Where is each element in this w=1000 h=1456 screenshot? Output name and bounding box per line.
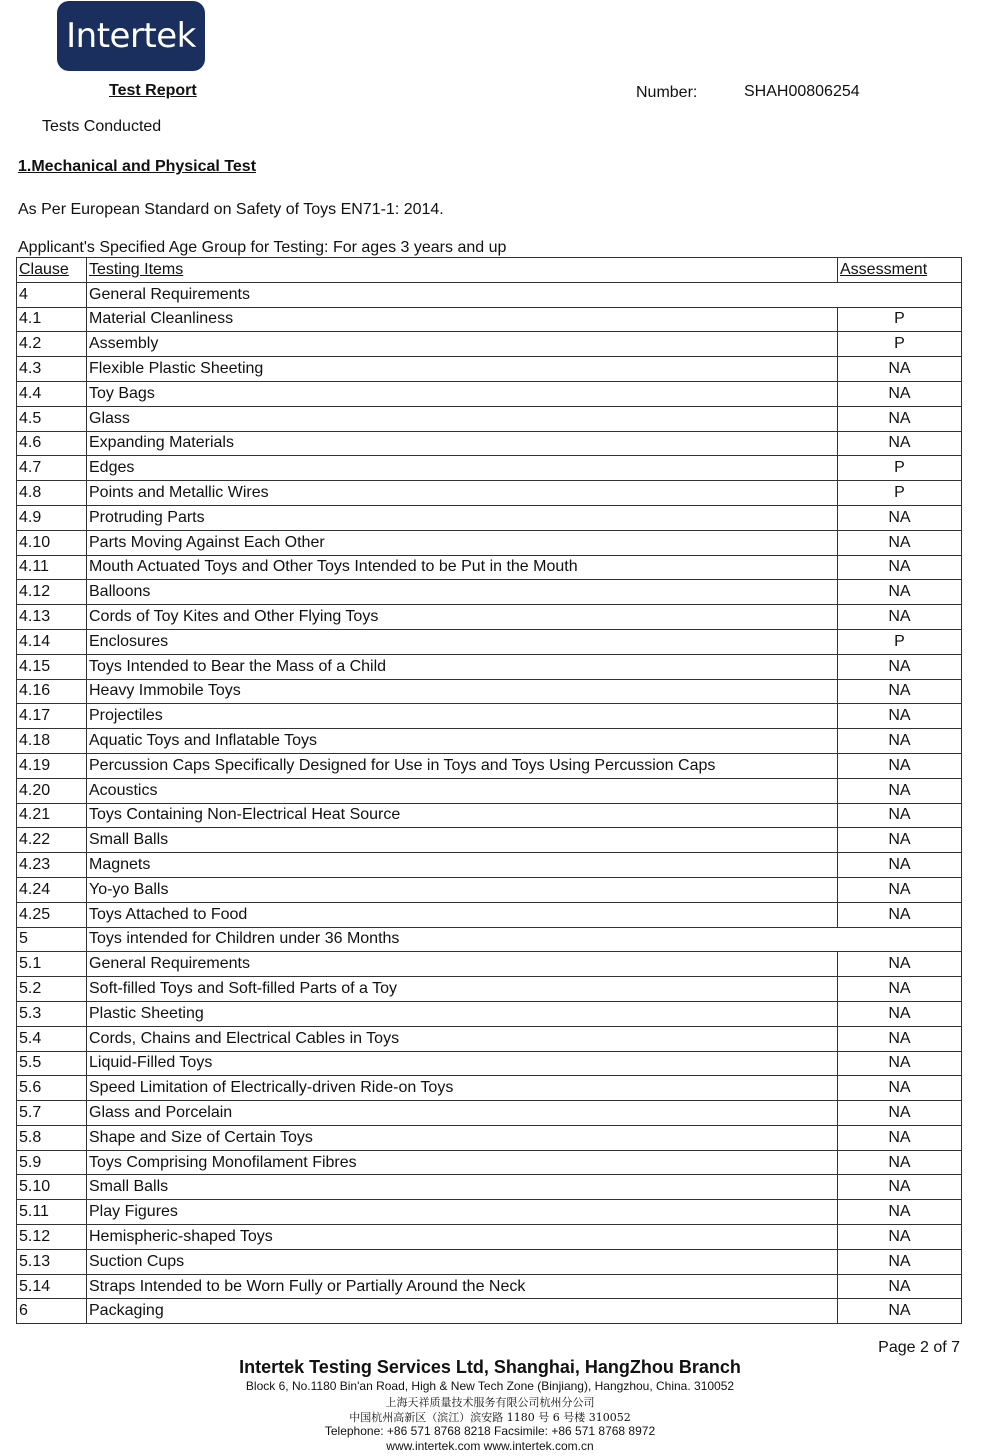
testing-item-cell: Balloons	[87, 580, 838, 605]
assessment-cell: NA	[838, 977, 962, 1002]
clause-cell: 4.15	[17, 654, 87, 679]
assessment-cell: NA	[838, 1249, 962, 1274]
clause-cell: 4.18	[17, 729, 87, 754]
clause-cell: 5.10	[17, 1175, 87, 1200]
assessment-cell: NA	[838, 1026, 962, 1051]
intertek-logo: Intertek	[57, 1, 205, 71]
table-row	[17, 729, 962, 754]
testing-item-cell: Enclosures	[87, 629, 838, 654]
assessment-cell: NA	[838, 406, 962, 431]
testing-item-cell: Toys Intended to Bear the Mass of a Child	[87, 654, 838, 679]
testing-item-cell: Cords of Toy Kites and Other Flying Toys	[87, 605, 838, 630]
testing-items-header: Testing Items	[87, 258, 838, 283]
assessment-cell: NA	[838, 654, 962, 679]
table-row	[17, 778, 962, 803]
testing-item-cell: Glass and Porcelain	[87, 1101, 838, 1126]
testing-item-cell: Edges	[87, 456, 838, 481]
clause-cell: 5.14	[17, 1274, 87, 1299]
assessment-cell: NA	[838, 505, 962, 530]
assessment-cell: NA	[838, 1225, 962, 1250]
testing-item-cell: Heavy Immobile Toys	[87, 679, 838, 704]
clause-cell: 4.16	[17, 679, 87, 704]
report-title: Test Report	[109, 82, 197, 99]
testing-item-cell: Toys intended for Children under 36 Months	[87, 927, 962, 952]
clause-cell: 4.24	[17, 877, 87, 902]
table-row	[17, 1274, 962, 1299]
table-row	[17, 877, 962, 902]
assessment-cell: NA	[838, 1101, 962, 1126]
report-number-label: Number:	[636, 84, 698, 101]
footer-website: www.intertek.com www.intertek.com.cn	[386, 1439, 594, 1453]
report-number-value: SHAH00806254	[744, 83, 860, 100]
assessment-cell: NA	[838, 1175, 962, 1200]
clause-cell: 4.6	[17, 431, 87, 456]
assessment-cell: NA	[838, 853, 962, 878]
clause-cell: 4.13	[17, 605, 87, 630]
testing-item-cell: Parts Moving Against Each Other	[87, 530, 838, 555]
assessment-cell: NA	[838, 431, 962, 456]
table-row	[17, 1225, 962, 1250]
testing-item-cell: Liquid-Filled Toys	[87, 1051, 838, 1076]
clause-cell: 4.1	[17, 307, 87, 332]
table-row	[17, 1101, 962, 1126]
table-row	[17, 977, 962, 1002]
clause-cell: 4.2	[17, 332, 87, 357]
assessment-cell: NA	[838, 1299, 962, 1324]
clause-cell: 4.23	[17, 853, 87, 878]
clause-cell: 4.25	[17, 902, 87, 927]
clause-cell: 4.11	[17, 555, 87, 580]
testing-item-cell: General Requirements	[87, 282, 962, 307]
clause-header: Clause	[17, 258, 87, 283]
assessment-cell: P	[838, 332, 962, 357]
footer-company: Intertek Testing Services Ltd, Shanghai, HangZhou Branch	[239, 1357, 741, 1377]
table-row	[17, 902, 962, 927]
footer-address: Block 6, No.1180 Bin'an Road, High & New Tech Zone (Binjiang), Hangzhou, China. 310052	[245, 1379, 735, 1393]
clause-cell: 5.3	[17, 1001, 87, 1026]
testing-item-cell: Flexible Plastic Sheeting	[87, 357, 838, 382]
assessment-cell: NA	[838, 1125, 962, 1150]
testing-item-cell: Assembly	[87, 332, 838, 357]
clause-cell: 4.17	[17, 704, 87, 729]
testing-item-cell: Small Balls	[87, 1175, 838, 1200]
assessment-cell: NA	[838, 778, 962, 803]
table-row	[17, 1026, 962, 1051]
clause-cell: 4.5	[17, 406, 87, 431]
table-row	[17, 1125, 962, 1150]
assessment-cell: NA	[838, 803, 962, 828]
clause-cell: 4.4	[17, 381, 87, 406]
assessment-cell: NA	[838, 952, 962, 977]
testing-item-cell: Yo-yo Balls	[87, 877, 838, 902]
table-row	[17, 654, 962, 679]
clause-cell: 5.6	[17, 1076, 87, 1101]
table-row	[17, 530, 962, 555]
testing-item-cell: Play Figures	[87, 1200, 838, 1225]
assessment-cell: NA	[838, 877, 962, 902]
age-group-text: Applicant's Specified Age Group for Testing: For ages 3 years and up	[18, 239, 507, 256]
table-row	[17, 282, 962, 307]
testing-item-cell: General Requirements	[87, 952, 838, 977]
table-row	[17, 679, 962, 704]
clause-cell: 5	[17, 927, 87, 952]
clause-cell: 4	[17, 282, 87, 307]
clause-cell: 5.5	[17, 1051, 87, 1076]
clause-cell: 5.4	[17, 1026, 87, 1051]
clause-cell: 5.13	[17, 1249, 87, 1274]
table-row	[17, 828, 962, 853]
page-number: Page 2 of 7	[878, 1339, 960, 1356]
assessment-cell: NA	[838, 1150, 962, 1175]
clause-cell: 4.3	[17, 357, 87, 382]
testing-item-cell: Toys Comprising Monofilament Fibres	[87, 1150, 838, 1175]
testing-item-cell: Small Balls	[87, 828, 838, 853]
clause-cell: 5.1	[17, 952, 87, 977]
table-row	[17, 605, 962, 630]
table-row	[17, 853, 962, 878]
table-row	[17, 381, 962, 406]
table-row	[17, 704, 962, 729]
clause-cell: 5.8	[17, 1125, 87, 1150]
table-row	[17, 580, 962, 605]
testing-item-cell: Toys Containing Non-Electrical Heat Source	[87, 803, 838, 828]
footer-chinese-address: 中国杭州高新区（滨江）滨安路 1180 号 6 号楼 310052	[349, 1411, 631, 1424]
assessment-cell: NA	[838, 902, 962, 927]
clause-cell: 5.9	[17, 1150, 87, 1175]
testing-item-cell: Projectiles	[87, 704, 838, 729]
table-row	[17, 431, 962, 456]
testing-item-cell: Plastic Sheeting	[87, 1001, 838, 1026]
assessment-cell: NA	[838, 679, 962, 704]
testing-item-cell: Speed Limitation of Electrically-driven Ride-on Toys	[87, 1076, 838, 1101]
clause-cell: 4.14	[17, 629, 87, 654]
footer-chinese-name: 上海天祥质量技术服务有限公司杭州分公司	[385, 1396, 595, 1409]
assessment-cell: NA	[838, 580, 962, 605]
test-items-table	[16, 257, 962, 1324]
testing-item-cell: Straps Intended to be Worn Fully or Partially Around the Neck	[87, 1274, 838, 1299]
clause-cell: 4.20	[17, 778, 87, 803]
table-row	[17, 307, 962, 332]
table-row	[17, 332, 962, 357]
assessment-cell: NA	[838, 753, 962, 778]
assessment-cell: NA	[838, 1051, 962, 1076]
table-header-row	[17, 258, 962, 283]
table-row	[17, 1249, 962, 1274]
testing-item-cell: Hemispheric-shaped Toys	[87, 1225, 838, 1250]
table-row	[17, 481, 962, 506]
table-row	[17, 1299, 962, 1324]
section-title: 1.Mechanical and Physical Test	[18, 158, 257, 175]
table-row	[17, 927, 962, 952]
assessment-cell: NA	[838, 530, 962, 555]
footer-phone: Telephone: +86 571 8768 8218 Facsimile: +86 571 8768 8972	[324, 1424, 656, 1438]
table-row	[17, 357, 962, 382]
table-row	[17, 1001, 962, 1026]
clause-cell: 6	[17, 1299, 87, 1324]
clause-cell: 4.19	[17, 753, 87, 778]
table-row	[17, 952, 962, 977]
assessment-cell: P	[838, 481, 962, 506]
testing-item-cell: Cords, Chains and Electrical Cables in Toys	[87, 1026, 838, 1051]
table-row	[17, 555, 962, 580]
testing-item-cell: Toy Bags	[87, 381, 838, 406]
testing-item-cell: Protruding Parts	[87, 505, 838, 530]
testing-item-cell: Acoustics	[87, 778, 838, 803]
clause-cell: 4.9	[17, 505, 87, 530]
assessment-cell: NA	[838, 828, 962, 853]
assessment-cell: NA	[838, 1200, 962, 1225]
table-row	[17, 406, 962, 431]
table-row	[17, 803, 962, 828]
assessment-cell: NA	[838, 381, 962, 406]
clause-cell: 5.11	[17, 1200, 87, 1225]
assessment-cell: NA	[838, 357, 962, 382]
assessment-cell: NA	[838, 605, 962, 630]
clause-cell: 4.10	[17, 530, 87, 555]
testing-item-cell: Magnets	[87, 853, 838, 878]
assessment-cell: NA	[838, 704, 962, 729]
table-row	[17, 1150, 962, 1175]
assessment-cell: NA	[838, 1274, 962, 1299]
table-row	[17, 629, 962, 654]
clause-cell: 4.21	[17, 803, 87, 828]
assessment-cell: NA	[838, 555, 962, 580]
testing-item-cell: Points and Metallic Wires	[87, 481, 838, 506]
assessment-cell: NA	[838, 729, 962, 754]
standard-text: As Per European Standard on Safety of Toys EN71-1: 2014.	[18, 201, 444, 218]
testing-item-cell: Soft-filled Toys and Soft-filled Parts of a Toy	[87, 977, 838, 1002]
clause-cell: 4.12	[17, 580, 87, 605]
clause-cell: 4.7	[17, 456, 87, 481]
table-row	[17, 1200, 962, 1225]
clause-cell: 5.2	[17, 977, 87, 1002]
testing-item-cell: Packaging	[87, 1299, 838, 1324]
table-row	[17, 505, 962, 530]
assessment-header: Assessment	[838, 258, 962, 283]
testing-item-cell: Aquatic Toys and Inflatable Toys	[87, 729, 838, 754]
clause-cell: 5.12	[17, 1225, 87, 1250]
assessment-cell: P	[838, 629, 962, 654]
testing-item-cell: Toys Attached to Food	[87, 902, 838, 927]
tests-conducted-label: Tests Conducted	[42, 118, 162, 135]
table-row	[17, 1076, 962, 1101]
table-row	[17, 1175, 962, 1200]
testing-item-cell: Percussion Caps Specifically Designed for Use in Toys and Toys Using Percussion Caps	[87, 753, 838, 778]
testing-item-cell: Suction Cups	[87, 1249, 838, 1274]
testing-item-cell: Glass	[87, 406, 838, 431]
table-row	[17, 753, 962, 778]
clause-cell: 5.7	[17, 1101, 87, 1126]
testing-item-cell: Shape and Size of Certain Toys	[87, 1125, 838, 1150]
testing-item-cell: Mouth Actuated Toys and Other Toys Intended to be Put in the Mouth	[87, 555, 838, 580]
assessment-cell: P	[838, 307, 962, 332]
clause-cell: 4.22	[17, 828, 87, 853]
clause-cell: 4.8	[17, 481, 87, 506]
assessment-cell: NA	[838, 1001, 962, 1026]
table-row	[17, 1051, 962, 1076]
testing-item-cell: Expanding Materials	[87, 431, 838, 456]
testing-item-cell: Material Cleanliness	[87, 307, 838, 332]
assessment-cell: NA	[838, 1076, 962, 1101]
assessment-cell: P	[838, 456, 962, 481]
table-row	[17, 456, 962, 481]
